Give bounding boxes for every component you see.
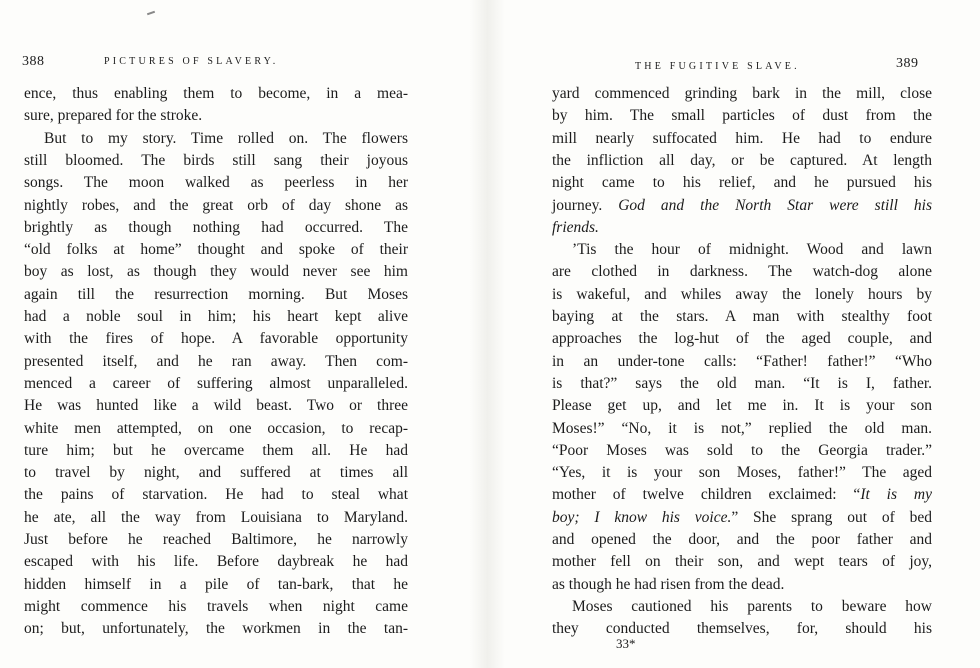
text-line: Please get up, and let me in. It is your son	[552, 397, 932, 415]
text-line: Moses!” “No, it is not,” replied the old man.	[552, 419, 932, 437]
right-running-title: THE FUGITIVE SLAVE.	[635, 61, 800, 72]
text-line: mother fell on their son, and wept tears of joy,	[552, 553, 932, 571]
text-line: still bloomed. The birds still sang their joyous	[24, 151, 408, 169]
text-line: mill nearly suffocated him. He had to endure	[552, 129, 932, 147]
text-line: Just before he reached Baltimore, he narrowly	[24, 531, 408, 548]
text-line: to travel by night, and suffered at times all	[24, 464, 408, 482]
text-line: friends.	[552, 218, 599, 236]
text-line: But to my story. Time rolled on. The flowers	[44, 129, 408, 147]
text-line: had a noble soul in him; his heart kept alive	[24, 308, 408, 325]
text-line: night came to his relief, and he pursued his	[552, 174, 932, 192]
text-line: yard commenced grinding bark in the mill, close	[552, 85, 932, 102]
text-line: menced a career of suffering almost unparalleled.	[24, 374, 408, 392]
text-line: hidden himself in a pile of tan-bark, that he	[24, 575, 408, 593]
signature-mark: 33*	[616, 636, 636, 651]
text-line: the pains of starvation. He had to steal what	[24, 486, 408, 504]
text-line: with the fires of hope. A favorable opportunity	[24, 330, 408, 348]
text-line: the infliction all day, or be captured. At length	[552, 151, 932, 169]
text-line: boy as lost, as though they would never see him	[24, 263, 408, 281]
text-line: ence, thus enabling them to become, in a mea-	[24, 85, 408, 102]
left-page-number: 388	[22, 54, 45, 69]
text-line: might commence his travels when night came	[24, 597, 408, 615]
text-line: in an under-tone calls: “Father! father!” “Who	[552, 352, 932, 370]
text-line: approaches the log-hut of the aged couple, and	[552, 330, 932, 348]
text-line: sure, prepared for the stroke.	[24, 107, 203, 125]
text-line: is that?” says the old man. “It is I, father.	[552, 374, 932, 392]
text-line: again till the resurrection morning. But Moses	[24, 285, 408, 303]
text-line: by him. The small particles of dust from the	[552, 107, 932, 125]
text-line: ture him; but he overcame them all. He had	[24, 441, 408, 459]
text-line: brightly as though nothing had occurred. The	[24, 218, 408, 236]
text-line: journey. God and the North Star were still his	[552, 196, 933, 214]
text-line: are clothed in darkness. The watch-dog alone	[552, 263, 932, 281]
text-line: He was hunted like a wild beast. Two or three	[24, 397, 408, 415]
text-line: as though he had risen from the dead.	[552, 575, 785, 593]
text-line: presented itself, and he ran away. Then com-	[24, 352, 408, 370]
text-line: and opened the door, and the poor father and	[552, 531, 932, 548]
text-line: ’Tis the hour of midnight. Wood and lawn	[572, 241, 932, 259]
left-page	[0, 0, 470, 668]
text-line: songs. The moon walked as peerless in her	[24, 174, 408, 192]
text-line: Moses cautioned his parents to beware how	[572, 597, 932, 615]
text-line: he ate, all the way from Louisiana to Maryland.	[24, 508, 408, 526]
right-page-number: 389	[896, 56, 919, 71]
text-line: boy; I know his voice.” She sprang out of bed	[552, 508, 932, 526]
book-gutter	[470, 0, 505, 668]
left-running-title: PICTURES OF SLAVERY.	[104, 56, 279, 67]
text-line: is wakeful, and whiles away the lonely hours by	[552, 285, 932, 303]
text-line: they conducted themselves, for, should his	[552, 620, 932, 638]
text-line: white men attempted, on one occasion, to recap-	[24, 419, 408, 437]
text-line: nightly robes, and the great orb of day shone as	[24, 196, 408, 214]
text-line: “Poor Moses was sold to the Georgia trader.”	[552, 441, 932, 459]
text-line: “Yes, it is your son Moses, father!” The aged	[552, 464, 932, 482]
text-line: escaped with his life. Before daybreak he had	[24, 553, 408, 571]
right-page	[505, 0, 980, 668]
text-line: “old folks at home” thought and spoke of their	[24, 241, 408, 259]
text-line: baying at the stars. A man with stealthy foot	[552, 308, 932, 325]
text-line: on; but, unfortunately, the workmen in the tan-	[24, 620, 408, 638]
left-running-head	[22, 53, 442, 70]
text-line: mother of twelve children exclaimed: “It is my	[552, 486, 932, 504]
